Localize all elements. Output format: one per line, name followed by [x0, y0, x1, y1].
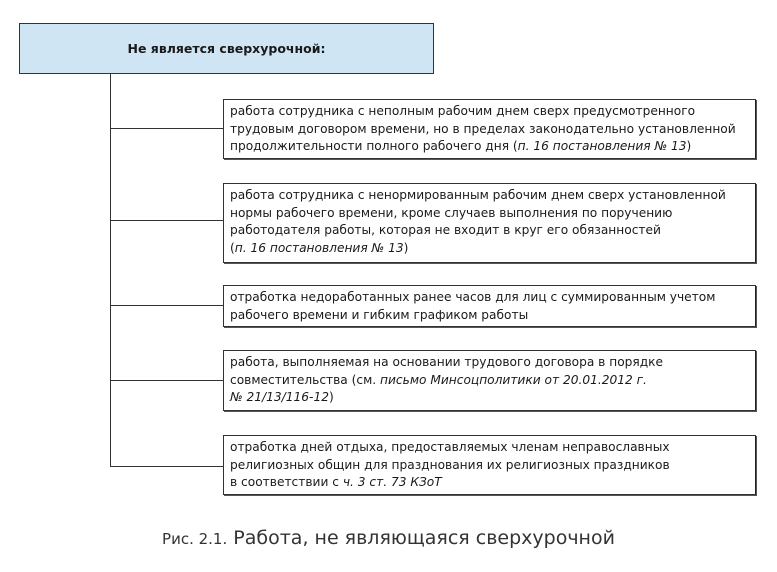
- item-text: совместительства (см.: [230, 372, 381, 387]
- connector-branch: [110, 466, 223, 467]
- item-line: [230, 138, 749, 156]
- item-line: нормы рабочего времени, кроме случаев выполнения по поручению: [230, 205, 673, 220]
- item-box-4: [223, 350, 756, 411]
- connector-branch: [110, 305, 223, 306]
- item-line: [230, 474, 749, 492]
- item-line: рабочего времени и гибким графиком работы: [230, 307, 529, 322]
- item-text: продолжительности полного рабочего дня (: [230, 139, 518, 153]
- item-text: ): [686, 139, 692, 153]
- item-line: отработка недоработанных ранее часов для лиц с суммированным учетом: [230, 290, 716, 304]
- item-reference: письмо Минсоцполитики от 20.01.2012 г.: [380, 372, 647, 387]
- item-line: работодателя работы, которая не входит в круг его обязанностей: [230, 223, 661, 237]
- connector-branch: [110, 380, 223, 381]
- item-text: (: [230, 240, 235, 255]
- caption-number: Рис. 2.1.: [162, 530, 228, 548]
- header-title: Не является сверхурочной:: [127, 41, 326, 56]
- item-box-2: [223, 183, 756, 263]
- item-line: работа сотрудника с ненормированным рабочим днем сверх установленной: [230, 188, 726, 202]
- item-line: [230, 372, 749, 390]
- item-reference: п. 16 постановления № 13: [234, 240, 404, 255]
- figure-caption: [0, 527, 777, 549]
- item-line: работа сотрудника с неполным рабочим днем сверх предусмотренного: [230, 104, 696, 118]
- item-line: работа, выполняемая на основании трудового договора в порядке: [230, 355, 664, 369]
- item-line: [230, 240, 749, 258]
- item-line: трудовым договором времени, но в пределах законодательно установленной: [230, 121, 736, 136]
- item-line: религиозных общин для празднования их религиозных праздников: [230, 457, 670, 472]
- item-box-1: [223, 99, 756, 159]
- item-reference: ч. 3 ст. 73 КЗоТ: [342, 475, 442, 489]
- item-line: [230, 389, 749, 407]
- connector-branch: [110, 128, 223, 129]
- connector-branch: [110, 220, 223, 221]
- header-box: [19, 23, 434, 74]
- item-box-5: [223, 435, 756, 495]
- item-reference: п. 16 постановления № 13: [517, 139, 687, 153]
- item-text: в соответствии с: [230, 475, 343, 489]
- item-text: ): [328, 390, 334, 404]
- item-text: ): [403, 240, 409, 255]
- connector-trunk: [110, 74, 111, 466]
- item-box-3: [223, 285, 756, 327]
- item-line: отработка дней отдыха, предоставляемых членам неправославных: [230, 440, 670, 454]
- item-reference: № 21/13/116-12: [230, 390, 329, 404]
- caption-text: Работа, не являющаяся сверхурочной: [233, 527, 615, 549]
